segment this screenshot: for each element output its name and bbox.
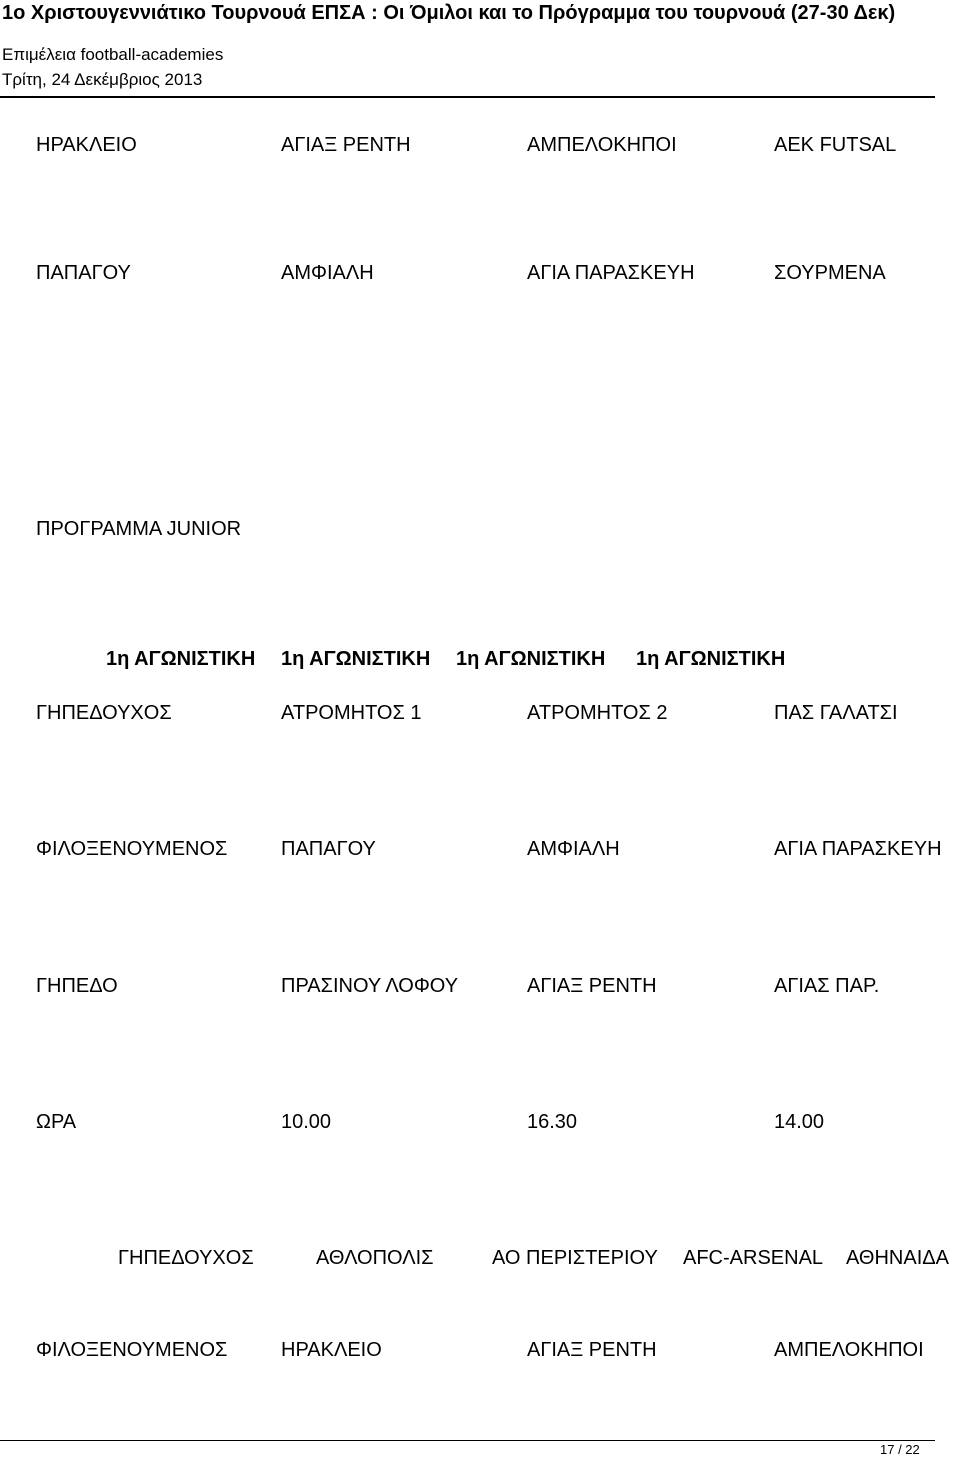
section-heading: ΠΡΟΓΡΑΜΜΑ JUNIOR <box>36 518 242 540</box>
group-cell: ΑΜΠΕΛΟΚΗΠΟΙ <box>527 134 677 156</box>
schedule-cell: ΓΗΠΕΔΟΥΧΟΣ <box>36 702 172 724</box>
schedule-cell: ΩΡΑ <box>36 1111 77 1133</box>
schedule-cell: ΑΜΠΕΛΟΚΗΠΟΙ <box>774 1339 924 1361</box>
group-cell: ΑΓΙΑ ΠΑΡΑΣΚΕΥΗ <box>527 262 695 284</box>
matchday-label: 1η ΑΓΩΝΙΣΤΙΚΗ <box>456 648 606 670</box>
schedule-cell: ΓΗΠΕΔΟ <box>36 975 118 997</box>
schedule-cell: 14.00 <box>774 1111 825 1133</box>
schedule-cell: 10.00 <box>281 1111 332 1133</box>
publish-date: Τρίτη, 24 Δεκέμβριος 2013 <box>2 70 203 89</box>
schedule-cell: ΑΓΙΑΣ ΠΑΡ. <box>774 975 880 997</box>
schedule-cell: ΑΤΡΟΜΗΤΟΣ 2 <box>527 702 668 724</box>
group-cell: ΗΡΑΚΛΕΙΟ <box>36 134 137 156</box>
schedule-cell: ΠΑΠΑΓΟΥ <box>281 838 376 860</box>
schedule-cell: ΠΑΣ ΓΑΛΑΤΣΙ <box>774 702 898 724</box>
page-number: 17 / 22 <box>880 1442 920 1457</box>
matchday-label: 1η ΑΓΩΝΙΣΤΙΚΗ <box>281 648 431 670</box>
group-cell: ΠΑΠΑΓΟΥ <box>36 262 131 284</box>
schedule-cell: ΑΓΙΑΞ ΡΕΝΤΗ <box>527 975 657 997</box>
matchday-label: 1η ΑΓΩΝΙΣΤΙΚΗ <box>636 648 786 670</box>
schedule-cell: 16.30 <box>527 1111 578 1133</box>
schedule-cell: ΦΙΛΟΞΕΝΟΥΜΕΝΟΣ <box>36 1339 228 1361</box>
group-cell: ΣΟΥΡΜΕΝΑ <box>774 262 886 284</box>
schedule-cell: ΠΡΑΣΙΝΟΥ ΛΟΦΟΥ <box>281 975 459 997</box>
group-cell: ΑΓΙΑΞ ΡΕΝΤΗ <box>281 134 411 156</box>
schedule-cell: ΑΟ ΠΕΡΙΣΤΕΡΙΟΥ <box>492 1247 658 1269</box>
group-cell: ΑΜΦΙΑΛΗ <box>281 262 374 284</box>
document-title: 1ο Χριστουγεννιάτικο Τουρνουά ΕΠΣΑ : Οι Όμιλοι και το Πρόγραμμα του τουρνουά (27-30 Δεκ) <box>2 2 896 24</box>
header-rule <box>0 96 935 98</box>
schedule-cell: ΦΙΛΟΞΕΝΟΥΜΕΝΟΣ <box>36 838 228 860</box>
schedule-cell: ΑΓΙΑ ΠΑΡΑΣΚΕΥΗ <box>774 838 942 860</box>
schedule-cell: ΑΤΡΟΜΗΤΟΣ 1 <box>281 702 422 724</box>
curator-line: Επιμέλεια football-academies <box>2 45 224 64</box>
schedule-cell: ΑΜΦΙΑΛΗ <box>527 838 620 860</box>
schedule-cell: ΑΓΙΑΞ ΡΕΝΤΗ <box>527 1339 657 1361</box>
schedule-cell: ΗΡΑΚΛΕΙΟ <box>281 1339 382 1361</box>
schedule-cell: ΑΘΛΟΠΟΛΙΣ <box>316 1247 434 1269</box>
schedule-cell: ΓΗΠΕΔΟΥΧΟΣ <box>118 1247 254 1269</box>
schedule-cell: ΑΘΗΝΑΙΔΑ <box>846 1247 949 1269</box>
schedule-cell: AFC-ARSENAL <box>683 1247 824 1269</box>
group-cell: AEK FUTSAL <box>774 134 897 156</box>
footer-rule <box>0 1440 935 1441</box>
matchday-label: 1η ΑΓΩΝΙΣΤΙΚΗ <box>106 648 256 670</box>
